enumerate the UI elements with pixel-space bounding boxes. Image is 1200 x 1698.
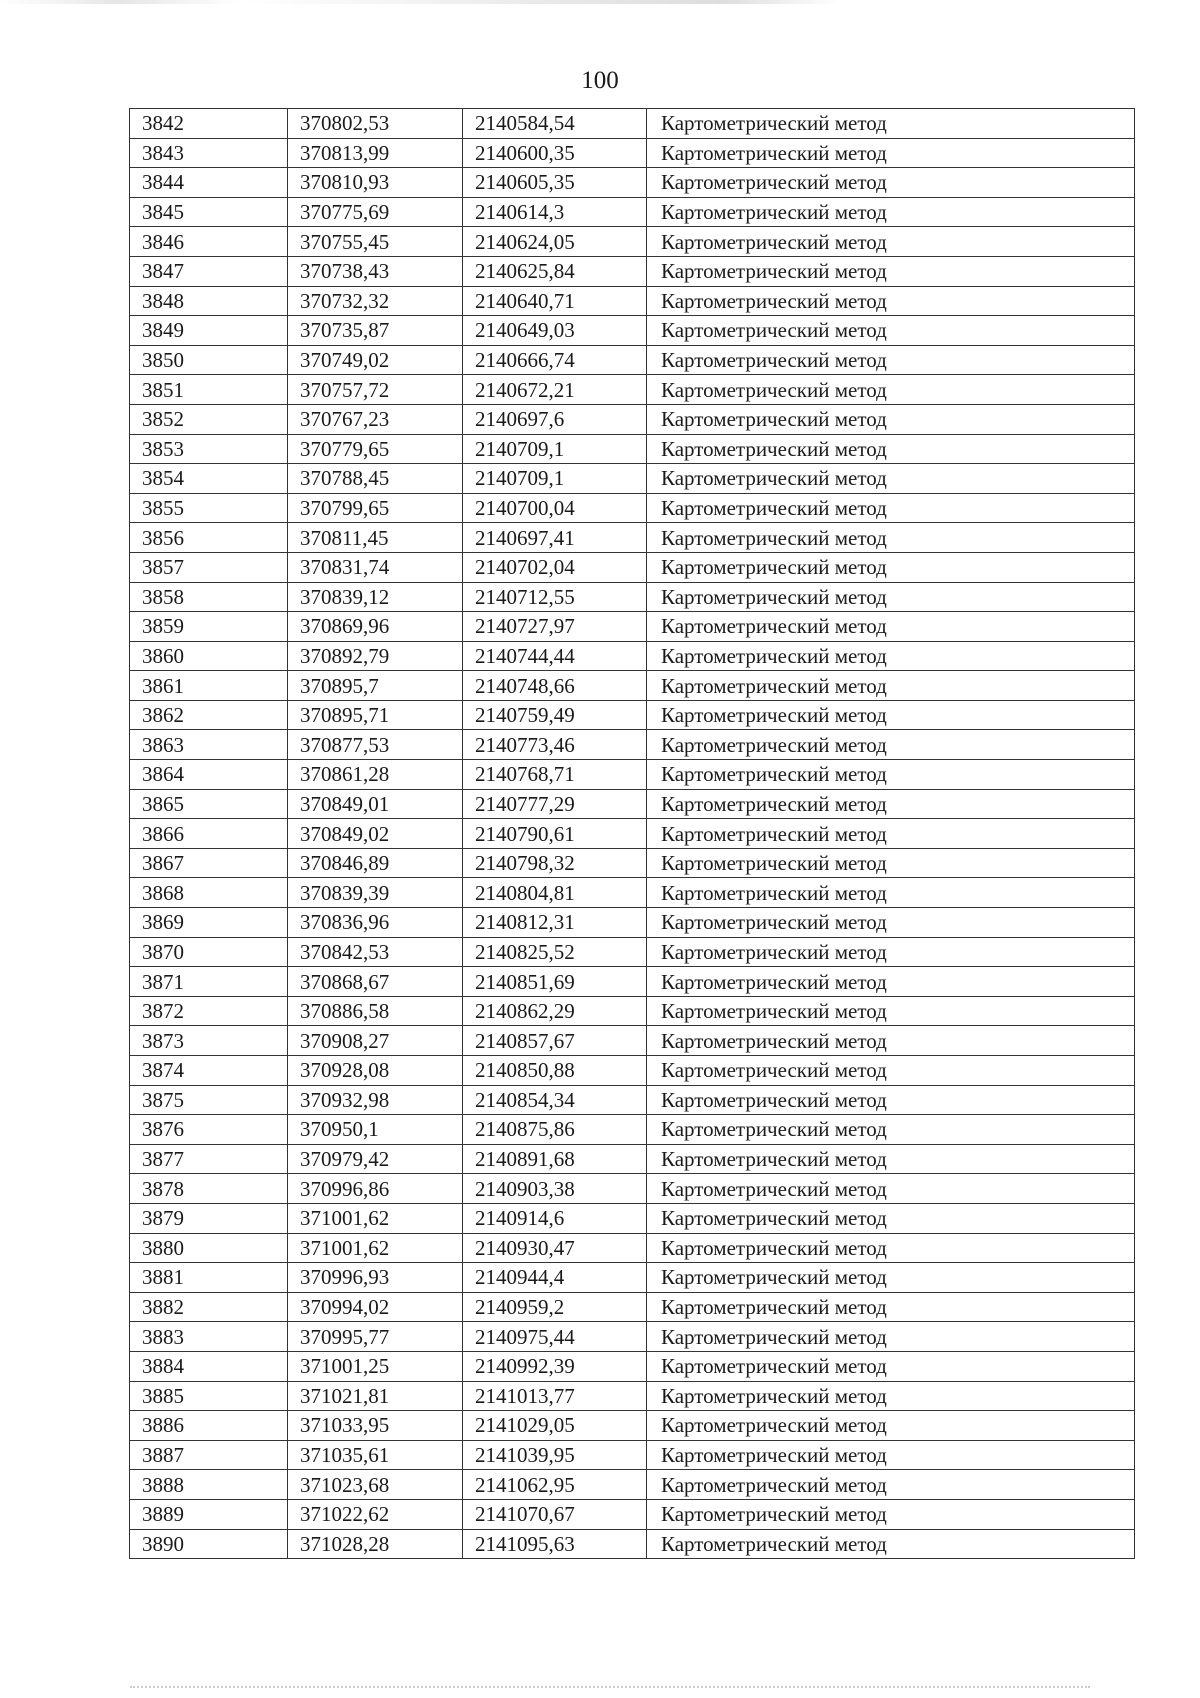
point-number-cell: 3864 <box>130 760 288 790</box>
y-coordinate-cell: 2140744,44 <box>463 641 647 671</box>
x-coordinate-cell: 370839,39 <box>288 878 463 908</box>
y-coordinate-cell: 2141070,67 <box>463 1499 647 1529</box>
x-coordinate-cell: 370868,67 <box>288 967 463 997</box>
method-cell: Картометрический метод <box>647 1470 1135 1500</box>
x-coordinate-cell: 370779,65 <box>288 434 463 464</box>
point-number-cell: 3875 <box>130 1085 288 1115</box>
point-number-cell: 3855 <box>130 493 288 523</box>
coordinates-table <box>129 108 1135 1559</box>
point-number-cell: 3888 <box>130 1470 288 1500</box>
point-number-cell: 3889 <box>130 1499 288 1529</box>
table-row <box>130 1529 1135 1559</box>
x-coordinate-cell: 371023,68 <box>288 1470 463 1500</box>
y-coordinate-cell: 2140666,74 <box>463 345 647 375</box>
x-coordinate-cell: 370788,45 <box>288 464 463 494</box>
point-number-cell: 3879 <box>130 1203 288 1233</box>
point-number-cell: 3850 <box>130 345 288 375</box>
table-row <box>130 1026 1135 1056</box>
y-coordinate-cell: 2140851,69 <box>463 967 647 997</box>
x-coordinate-cell: 370813,99 <box>288 138 463 168</box>
x-coordinate-cell: 370928,08 <box>288 1056 463 1086</box>
y-coordinate-cell: 2140605,35 <box>463 168 647 198</box>
table-row <box>130 1351 1135 1381</box>
y-coordinate-cell: 2140857,67 <box>463 1026 647 1056</box>
table-row <box>130 819 1135 849</box>
y-coordinate-cell: 2140702,04 <box>463 552 647 582</box>
x-coordinate-cell: 370994,02 <box>288 1292 463 1322</box>
method-cell: Картометрический метод <box>647 582 1135 612</box>
point-number-cell: 3858 <box>130 582 288 612</box>
table-row <box>130 612 1135 642</box>
point-number-cell: 3882 <box>130 1292 288 1322</box>
point-number-cell: 3872 <box>130 996 288 1026</box>
point-number-cell: 3844 <box>130 168 288 198</box>
method-cell: Картометрический метод <box>647 789 1135 819</box>
y-coordinate-cell: 2140875,86 <box>463 1115 647 1145</box>
y-coordinate-cell: 2140930,47 <box>463 1233 647 1263</box>
y-coordinate-cell: 2141013,77 <box>463 1381 647 1411</box>
method-cell: Картометрический метод <box>647 345 1135 375</box>
point-number-cell: 3848 <box>130 286 288 316</box>
table-row <box>130 760 1135 790</box>
point-number-cell: 3857 <box>130 552 288 582</box>
y-coordinate-cell: 2140625,84 <box>463 256 647 286</box>
y-coordinate-cell: 2140697,41 <box>463 523 647 553</box>
x-coordinate-cell: 370775,69 <box>288 197 463 227</box>
table-row <box>130 1174 1135 1204</box>
y-coordinate-cell: 2140825,52 <box>463 937 647 967</box>
y-coordinate-cell: 2141062,95 <box>463 1470 647 1500</box>
method-cell: Картометрический метод <box>647 967 1135 997</box>
scan-artifact-top <box>0 0 1200 4</box>
method-cell: Картометрический метод <box>647 523 1135 553</box>
y-coordinate-cell: 2140624,05 <box>463 227 647 257</box>
y-coordinate-cell: 2140614,3 <box>463 197 647 227</box>
table-row <box>130 1499 1135 1529</box>
point-number-cell: 3852 <box>130 404 288 434</box>
point-number-cell: 3885 <box>130 1381 288 1411</box>
point-number-cell: 3863 <box>130 730 288 760</box>
point-number-cell: 3886 <box>130 1411 288 1441</box>
table-row <box>130 345 1135 375</box>
y-coordinate-cell: 2140640,71 <box>463 286 647 316</box>
y-coordinate-cell: 2140790,61 <box>463 819 647 849</box>
point-number-cell: 3859 <box>130 612 288 642</box>
x-coordinate-cell: 371033,95 <box>288 1411 463 1441</box>
table-body <box>130 109 1135 1559</box>
point-number-cell: 3845 <box>130 197 288 227</box>
point-number-cell: 3854 <box>130 464 288 494</box>
method-cell: Картометрический метод <box>647 848 1135 878</box>
y-coordinate-cell: 2141095,63 <box>463 1529 647 1559</box>
x-coordinate-cell: 370757,72 <box>288 375 463 405</box>
table-row <box>130 1381 1135 1411</box>
point-number-cell: 3865 <box>130 789 288 819</box>
table-row <box>130 256 1135 286</box>
method-cell: Картометрический метод <box>647 316 1135 346</box>
point-number-cell: 3883 <box>130 1322 288 1352</box>
x-coordinate-cell: 370869,96 <box>288 612 463 642</box>
y-coordinate-cell: 2141039,95 <box>463 1440 647 1470</box>
y-coordinate-cell: 2141029,05 <box>463 1411 647 1441</box>
point-number-cell: 3856 <box>130 523 288 553</box>
table-row <box>130 937 1135 967</box>
table-row <box>130 789 1135 819</box>
table-row <box>130 227 1135 257</box>
y-coordinate-cell: 2140850,88 <box>463 1056 647 1086</box>
point-number-cell: 3880 <box>130 1233 288 1263</box>
scan-artifact-bottom <box>130 1686 1090 1690</box>
method-cell: Картометрический метод <box>647 168 1135 198</box>
method-cell: Картометрический метод <box>647 878 1135 908</box>
table-row <box>130 552 1135 582</box>
y-coordinate-cell: 2140768,71 <box>463 760 647 790</box>
y-coordinate-cell: 2140812,31 <box>463 908 647 938</box>
x-coordinate-cell: 370932,98 <box>288 1085 463 1115</box>
method-cell: Картометрический метод <box>647 464 1135 494</box>
table-row <box>130 878 1135 908</box>
point-number-cell: 3873 <box>130 1026 288 1056</box>
method-cell: Картометрический метод <box>647 1233 1135 1263</box>
table-row <box>130 582 1135 612</box>
table-row <box>130 168 1135 198</box>
method-cell: Картометрический метод <box>647 760 1135 790</box>
point-number-cell: 3861 <box>130 671 288 701</box>
table-row <box>130 730 1135 760</box>
point-number-cell: 3867 <box>130 848 288 878</box>
method-cell: Картометрический метод <box>647 375 1135 405</box>
point-number-cell: 3860 <box>130 641 288 671</box>
y-coordinate-cell: 2140773,46 <box>463 730 647 760</box>
y-coordinate-cell: 2140759,49 <box>463 700 647 730</box>
method-cell: Картометрический метод <box>647 908 1135 938</box>
x-coordinate-cell: 370849,02 <box>288 819 463 849</box>
table-row <box>130 700 1135 730</box>
point-number-cell: 3878 <box>130 1174 288 1204</box>
method-cell: Картометрический метод <box>647 1026 1135 1056</box>
table-row <box>130 996 1135 1026</box>
x-coordinate-cell: 370892,79 <box>288 641 463 671</box>
y-coordinate-cell: 2140727,97 <box>463 612 647 642</box>
x-coordinate-cell: 370799,65 <box>288 493 463 523</box>
point-number-cell: 3843 <box>130 138 288 168</box>
point-number-cell: 3890 <box>130 1529 288 1559</box>
method-cell: Картометрический метод <box>647 552 1135 582</box>
x-coordinate-cell: 370846,89 <box>288 848 463 878</box>
x-coordinate-cell: 370732,32 <box>288 286 463 316</box>
x-coordinate-cell: 371001,62 <box>288 1233 463 1263</box>
x-coordinate-cell: 370755,45 <box>288 227 463 257</box>
x-coordinate-cell: 370861,28 <box>288 760 463 790</box>
point-number-cell: 3869 <box>130 908 288 938</box>
table-row <box>130 908 1135 938</box>
point-number-cell: 3887 <box>130 1440 288 1470</box>
x-coordinate-cell: 371035,61 <box>288 1440 463 1470</box>
method-cell: Картометрический метод <box>647 671 1135 701</box>
x-coordinate-cell: 370749,02 <box>288 345 463 375</box>
method-cell: Картометрический метод <box>647 819 1135 849</box>
method-cell: Картометрический метод <box>647 1411 1135 1441</box>
table-row <box>130 1115 1135 1145</box>
method-cell: Картометрический метод <box>647 1529 1135 1559</box>
method-cell: Картометрический метод <box>647 1499 1135 1529</box>
y-coordinate-cell: 2140798,32 <box>463 848 647 878</box>
x-coordinate-cell: 370831,74 <box>288 552 463 582</box>
table-row <box>130 1056 1135 1086</box>
x-coordinate-cell: 370895,7 <box>288 671 463 701</box>
point-number-cell: 3884 <box>130 1351 288 1381</box>
x-coordinate-cell: 370908,27 <box>288 1026 463 1056</box>
table-row <box>130 375 1135 405</box>
method-cell: Картометрический метод <box>647 493 1135 523</box>
method-cell: Картометрический метод <box>647 641 1135 671</box>
method-cell: Картометрический метод <box>647 1115 1135 1145</box>
method-cell: Картометрический метод <box>647 1085 1135 1115</box>
y-coordinate-cell: 2140584,54 <box>463 109 647 139</box>
table-row <box>130 1203 1135 1233</box>
x-coordinate-cell: 370895,71 <box>288 700 463 730</box>
method-cell: Картометрический метод <box>647 1174 1135 1204</box>
method-cell: Картометрический метод <box>647 937 1135 967</box>
y-coordinate-cell: 2140748,66 <box>463 671 647 701</box>
y-coordinate-cell: 2140914,6 <box>463 1203 647 1233</box>
table-row <box>130 109 1135 139</box>
table-row <box>130 1470 1135 1500</box>
method-cell: Картометрический метод <box>647 1440 1135 1470</box>
point-number-cell: 3846 <box>130 227 288 257</box>
x-coordinate-cell: 370767,23 <box>288 404 463 434</box>
table-row <box>130 464 1135 494</box>
point-number-cell: 3870 <box>130 937 288 967</box>
point-number-cell: 3877 <box>130 1144 288 1174</box>
method-cell: Картометрический метод <box>647 1263 1135 1293</box>
table-row <box>130 404 1135 434</box>
x-coordinate-cell: 370950,1 <box>288 1115 463 1145</box>
y-coordinate-cell: 2140891,68 <box>463 1144 647 1174</box>
table-row <box>130 316 1135 346</box>
method-cell: Картометрический метод <box>647 730 1135 760</box>
method-cell: Картометрический метод <box>647 404 1135 434</box>
point-number-cell: 3866 <box>130 819 288 849</box>
table-row <box>130 1263 1135 1293</box>
x-coordinate-cell: 370842,53 <box>288 937 463 967</box>
y-coordinate-cell: 2140697,6 <box>463 404 647 434</box>
method-cell: Картометрический метод <box>647 996 1135 1026</box>
method-cell: Картометрический метод <box>647 256 1135 286</box>
table-row <box>130 1085 1135 1115</box>
x-coordinate-cell: 371001,62 <box>288 1203 463 1233</box>
table-row <box>130 197 1135 227</box>
x-coordinate-cell: 370995,77 <box>288 1322 463 1352</box>
point-number-cell: 3874 <box>130 1056 288 1086</box>
x-coordinate-cell: 370996,93 <box>288 1263 463 1293</box>
point-number-cell: 3881 <box>130 1263 288 1293</box>
y-coordinate-cell: 2140712,55 <box>463 582 647 612</box>
y-coordinate-cell: 2140672,21 <box>463 375 647 405</box>
point-number-cell: 3876 <box>130 1115 288 1145</box>
point-number-cell: 3868 <box>130 878 288 908</box>
y-coordinate-cell: 2140903,38 <box>463 1174 647 1204</box>
table-row <box>130 138 1135 168</box>
y-coordinate-cell: 2140862,29 <box>463 996 647 1026</box>
x-coordinate-cell: 371022,62 <box>288 1499 463 1529</box>
method-cell: Картометрический метод <box>647 1322 1135 1352</box>
x-coordinate-cell: 370811,45 <box>288 523 463 553</box>
method-cell: Картометрический метод <box>647 612 1135 642</box>
y-coordinate-cell: 2140709,1 <box>463 464 647 494</box>
point-number-cell: 3842 <box>130 109 288 139</box>
x-coordinate-cell: 371028,28 <box>288 1529 463 1559</box>
method-cell: Картометрический метод <box>647 1351 1135 1381</box>
x-coordinate-cell: 370886,58 <box>288 996 463 1026</box>
y-coordinate-cell: 2140959,2 <box>463 1292 647 1322</box>
y-coordinate-cell: 2140944,4 <box>463 1263 647 1293</box>
method-cell: Картометрический метод <box>647 1144 1135 1174</box>
x-coordinate-cell: 370849,01 <box>288 789 463 819</box>
table-row <box>130 1322 1135 1352</box>
y-coordinate-cell: 2140649,03 <box>463 316 647 346</box>
point-number-cell: 3862 <box>130 700 288 730</box>
point-number-cell: 3871 <box>130 967 288 997</box>
table-row <box>130 848 1135 878</box>
table-row <box>130 493 1135 523</box>
table-row <box>130 967 1135 997</box>
table-row <box>130 1144 1135 1174</box>
x-coordinate-cell: 370735,87 <box>288 316 463 346</box>
x-coordinate-cell: 370810,93 <box>288 168 463 198</box>
point-number-cell: 3849 <box>130 316 288 346</box>
y-coordinate-cell: 2140854,34 <box>463 1085 647 1115</box>
y-coordinate-cell: 2140700,04 <box>463 493 647 523</box>
table-row <box>130 1440 1135 1470</box>
x-coordinate-cell: 371021,81 <box>288 1381 463 1411</box>
method-cell: Картометрический метод <box>647 227 1135 257</box>
x-coordinate-cell: 370979,42 <box>288 1144 463 1174</box>
method-cell: Картометрический метод <box>647 1292 1135 1322</box>
y-coordinate-cell: 2140992,39 <box>463 1351 647 1381</box>
x-coordinate-cell: 370996,86 <box>288 1174 463 1204</box>
y-coordinate-cell: 2140777,29 <box>463 789 647 819</box>
point-number-cell: 3847 <box>130 256 288 286</box>
x-coordinate-cell: 370738,43 <box>288 256 463 286</box>
x-coordinate-cell: 370839,12 <box>288 582 463 612</box>
table-row <box>130 434 1135 464</box>
y-coordinate-cell: 2140804,81 <box>463 878 647 908</box>
table-row <box>130 1233 1135 1263</box>
x-coordinate-cell: 371001,25 <box>288 1351 463 1381</box>
method-cell: Картометрический метод <box>647 1381 1135 1411</box>
method-cell: Картометрический метод <box>647 1056 1135 1086</box>
y-coordinate-cell: 2140600,35 <box>463 138 647 168</box>
y-coordinate-cell: 2140709,1 <box>463 434 647 464</box>
x-coordinate-cell: 370836,96 <box>288 908 463 938</box>
table-row <box>130 286 1135 316</box>
method-cell: Картометрический метод <box>647 434 1135 464</box>
x-coordinate-cell: 370877,53 <box>288 730 463 760</box>
table-row <box>130 641 1135 671</box>
method-cell: Картометрический метод <box>647 700 1135 730</box>
method-cell: Картометрический метод <box>647 109 1135 139</box>
method-cell: Картометрический метод <box>647 286 1135 316</box>
point-number-cell: 3851 <box>130 375 288 405</box>
table-row <box>130 1411 1135 1441</box>
method-cell: Картометрический метод <box>647 197 1135 227</box>
table-row <box>130 1292 1135 1322</box>
x-coordinate-cell: 370802,53 <box>288 109 463 139</box>
method-cell: Картометрический метод <box>647 1203 1135 1233</box>
point-number-cell: 3853 <box>130 434 288 464</box>
page-number: 100 <box>581 67 619 94</box>
y-coordinate-cell: 2140975,44 <box>463 1322 647 1352</box>
table-row <box>130 671 1135 701</box>
table-row <box>130 523 1135 553</box>
method-cell: Картометрический метод <box>647 138 1135 168</box>
